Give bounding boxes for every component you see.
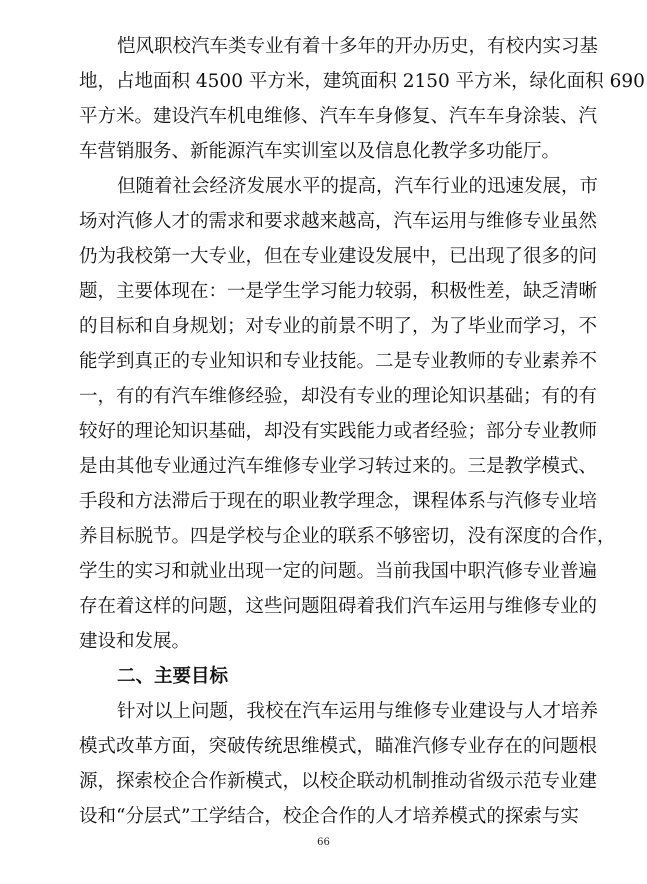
paragraph-2-line-13: 存在着这样的问题，这些问题阻碍着我们汽车运用与维修专业的 (79, 596, 598, 617)
paragraph-1-line-1: 恺风职校汽车类专业有着十多年的开办历史，有校内实习基 (117, 36, 599, 57)
paragraph-1-line-2: 地，占地面积 4500 平方米，建筑面积 2150 平方米，绿化面积 690 (79, 71, 645, 92)
paragraph-3-line-1: 针对以上问题，我校在汽车运用与维修专业建设与人才培养 (117, 701, 599, 722)
paragraph-2-line-4: 题，主要体现在：一是学生学习能力较弱，积极性差，缺乏清晰 (79, 281, 598, 302)
paragraph-3-line-3: 源，探索校企合作新模式，以校企联动机制推动省级示范专业建 (79, 771, 598, 792)
paragraph-2-line-1: 但随着社会经济发展水平的提高，汽车行业的迅速发展，市 (117, 176, 599, 197)
paragraph-2-line-8: 较好的理论知识基础，却没有实践能力或者经验；部分专业教师 (79, 421, 598, 442)
paragraph-1-line-3: 平方米。建设汽车机电维修、汽车车身修复、汽车车身涂装、汽 (79, 106, 598, 127)
paragraph-2-line-5: 的目标和自身规划；对专业的前景不明了，为了毕业而学习，不 (79, 316, 598, 337)
page-number: 66 (317, 837, 330, 848)
paragraph-2-line-2: 场对汽修人才的需求和要求越来越高，汽车运用与维修专业虽然 (79, 211, 598, 232)
paragraph-3-line-2: 模式改革方面，突破传统思维模式，瞄准汽修专业存在的问题根 (79, 736, 598, 757)
paragraph-2-line-3: 仍为我校第一大专业，但在专业建设发展中，已出现了很多的问 (79, 246, 598, 267)
section-heading: 二、主要目标 (117, 666, 229, 687)
paragraph-2-line-9: 是由其他专业通过汽车维修专业学习转过来的。三是教学模式、 (79, 456, 598, 477)
paragraph-2-line-11: 养目标脱节。四是学校与企业的联系不够密切，没有深度的合作， (79, 526, 616, 547)
paragraph-1-line-4: 车营销服务、新能源汽车实训室以及信息化教学多功能厅。 (79, 141, 561, 162)
paragraph-2-line-7: 一，有的有汽车维修经验，却没有专业的理论知识基础；有的有 (79, 386, 598, 407)
paragraph-2-line-14: 建设和发展。 (79, 631, 191, 652)
paragraph-2-line-10: 手段和方法滞后于现在的职业教学理念，课程体系与汽修专业培 (79, 491, 598, 512)
paragraph-2-line-6: 能学到真正的专业知识和专业技能。二是专业教师的专业素养不 (79, 351, 598, 372)
paragraph-3-line-4: 设和“分层式”工学结合，校企合作的人才培养模式的探索与实 (79, 806, 579, 827)
paragraph-2-line-12: 学生的实习和就业出现一定的问题。当前我国中职汽修专业普遍 (79, 561, 598, 582)
